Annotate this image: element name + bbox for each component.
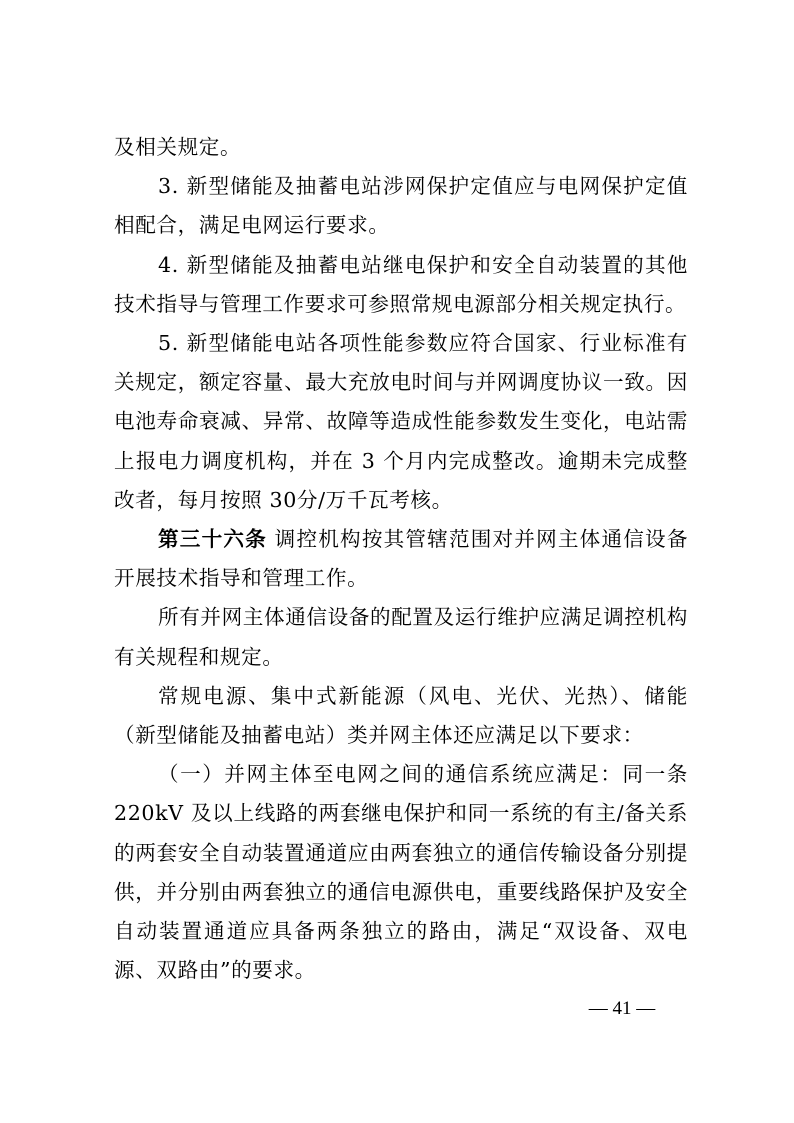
paragraph-item-5: 5. 新型储能电站各项性能参数应符合国家、行业标准有关规定，额定容量、最大充放电时间与并网调度协议一致。因电池寿命衰减、异常、故障等造成性能参数发生变化，电站需上报电力调度机构，并在 3 个月内完成整改。逾期未完成整改者，每月按照 30分/万千瓦考核。 <box>114 331 688 512</box>
article-label: 第三十六条 <box>158 527 267 552</box>
paragraph-item-3: 3. 新型储能及抽蓄电站涉网保护定值应与电网保护定值相配合，满足电网运行要求。 <box>114 174 688 238</box>
paragraph-item-4: 4. 新型储能及抽蓄电站继电保护和安全自动装置的其他技术指导与管理工作要求可参照常规电源部分相关规定执行。 <box>114 252 688 316</box>
paragraph-conventional-sources: 常规电源、集中式新能源（风电、光伏、光热）、储能（新型储能及抽蓄电站）类并网主体还应满足以下要求： <box>114 683 688 748</box>
page-number: — 41 — <box>588 998 656 1019</box>
article-text: 调控机构按其管辖范围对并网主体通信设备开展技术指导和管理工作。 <box>114 527 689 591</box>
paragraph-continuation: 及相关规定。 <box>114 135 242 159</box>
paragraph-article-36 <box>114 520 688 598</box>
paragraph-sub-item-1: （一）并网主体至电网之间的通信系统应满足：同一条220kV 及以上线路的两套继电保护和同一系统的有主/备关系的两套安全自动装置通道应由两套独立的通信传输设备分别提供，并分别由两套独立的通信电源供电，重要线路保护及安全自动装置通道应具备两条独立的路由，满足“双设备、双电源、双路由”的要求。 <box>114 762 688 983</box>
body-text <box>114 128 688 990</box>
paragraph-communication-requirements: 所有并网主体通信设备的配置及运行维护应满足调控机构有关规程和规定。 <box>114 605 688 669</box>
